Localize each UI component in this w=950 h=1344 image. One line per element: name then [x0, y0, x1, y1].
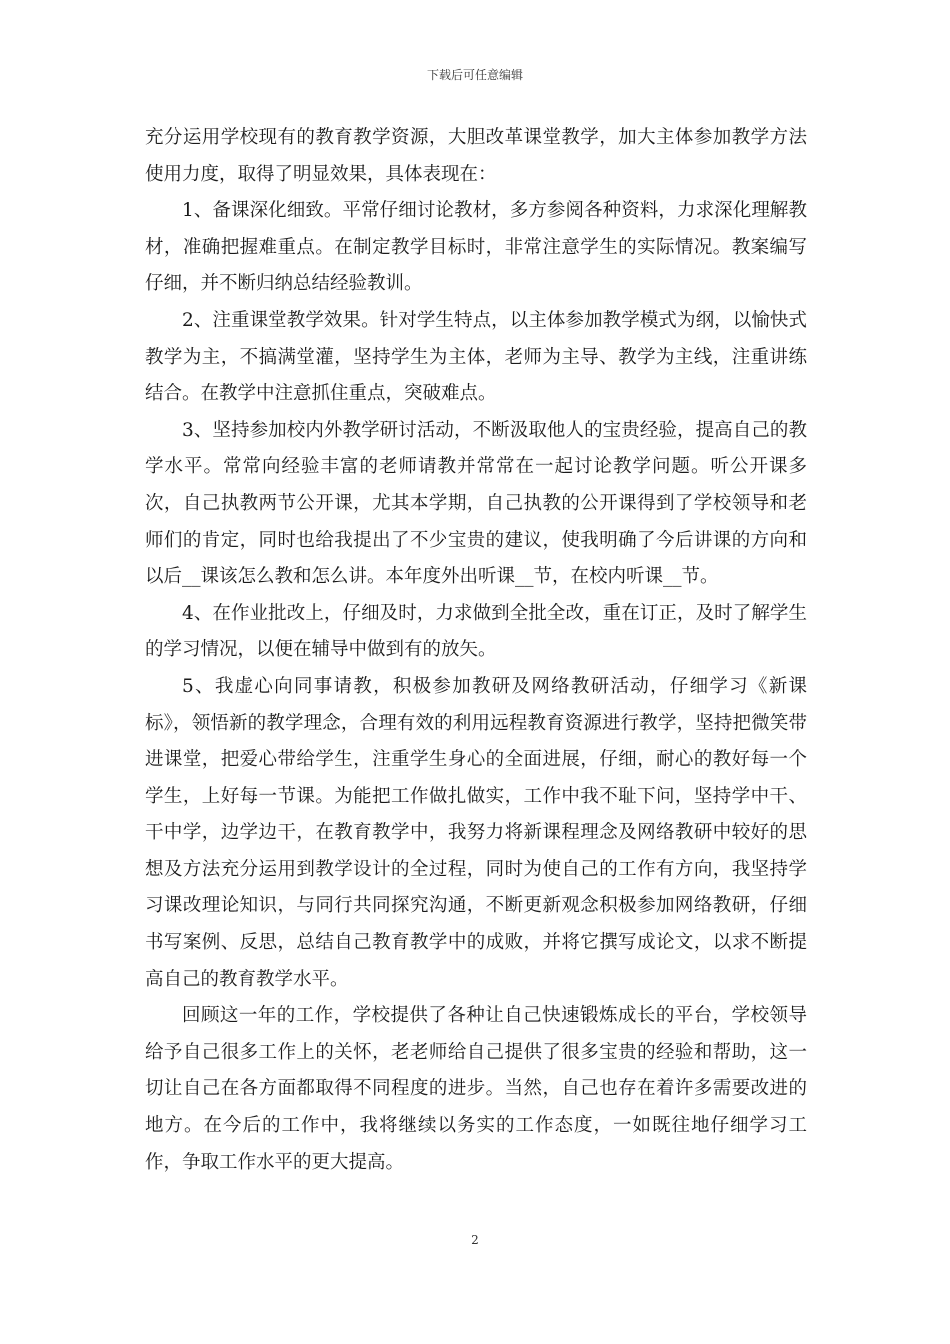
paragraph-continuation: 充分运用学校现有的教育教学资源，大胆改革课堂教学，加大主体参加教学方法使用力度，取得了明显效果，具体表现在：: [145, 127, 807, 185]
page-header: 下载后可任意编辑: [426, 68, 523, 82]
page-number: 2: [471, 1233, 479, 1247]
paragraph-item-4: 4、在作业批改上，仔细及时，力求做到全批全改，重在订正，及时了解学生的学习情况，以便在辅导中做到有的放矢。: [145, 602, 807, 661]
paragraph-item-1: 1、备课深化细致。平常仔细讨论教材，多方参阅各种资料，力求深化理解教材，准确把握难重点。在制定教学目标时，非常注意学生的实际情况。教案编写仔细，并不断归纳总结经验教训。: [145, 200, 807, 295]
paragraph-item-5: 5、我虚心向同事请教，积极参加教研及网络教研活动，仔细学习《新课标》，领悟新的教学理念，合理有效的利用远程教育资源进行教学，坚持把微笑带进课堂，把爱心带给学生，注重学生身心的全面进展，仔细，耐心的教好每一个学生，上好每一节课。为能把工作做扎做实，工作中我不耻下问，坚持学中干、干中学，边学边干，在教育教学中，我努力将新课程理念及网络教研中较好的思想及方法充分运用到教学设计的全过程，同时为使自己的工作有方向，我坚持学习课改理论知识，与同行共同探究沟通，不断更新观念积极参加网络教研，仔细书写案例、反思，总结自己教育教学中的成败，并将它撰写成论文，以求不断提高自己的教育教学水平。: [145, 675, 807, 990]
document-body: [145, 120, 807, 1181]
paragraph-item-2: 2、注重课堂教学效果。针对学生特点，以主体参加教学模式为纲，以愉快式教学为主，不搞满堂灌，坚持学生为主体，老师为主导、教学为主线，注重讲练结合。在教学中注意抓住重点，突破难点。: [145, 309, 807, 405]
paragraph-conclusion: 回顾这一年的工作，学校提供了各种让自己快速锻炼成长的平台，学校领导给予自己很多工作上的关怀，老老师给自己提供了很多宝贵的经验和帮助，这一切让自己在各方面都取得不同程度的进步。当然，自己也存在着许多需要改进的地方。在今后的工作中，我将继续以务实的工作态度，一如既往地仔细学习工作，争取工作水平的更大提高。: [145, 1005, 807, 1173]
paragraph-item-3: 3、坚持参加校内外教学研讨活动，不断汲取他人的宝贵经验，提高自己的教学水平。常常向经验丰富的老师请教并常常在一起讨论教学问题。听公开课多次，自己执教两节公开课，尤其本学期，自己执教的公开课得到了学校领导和老师们的肯定，同时也给我提出了不少宝贵的建议，使我明确了今后讲课的方向和以后__课该怎么教和怎么讲。本年度外出听课__节，在校内听课__节。: [145, 419, 807, 588]
